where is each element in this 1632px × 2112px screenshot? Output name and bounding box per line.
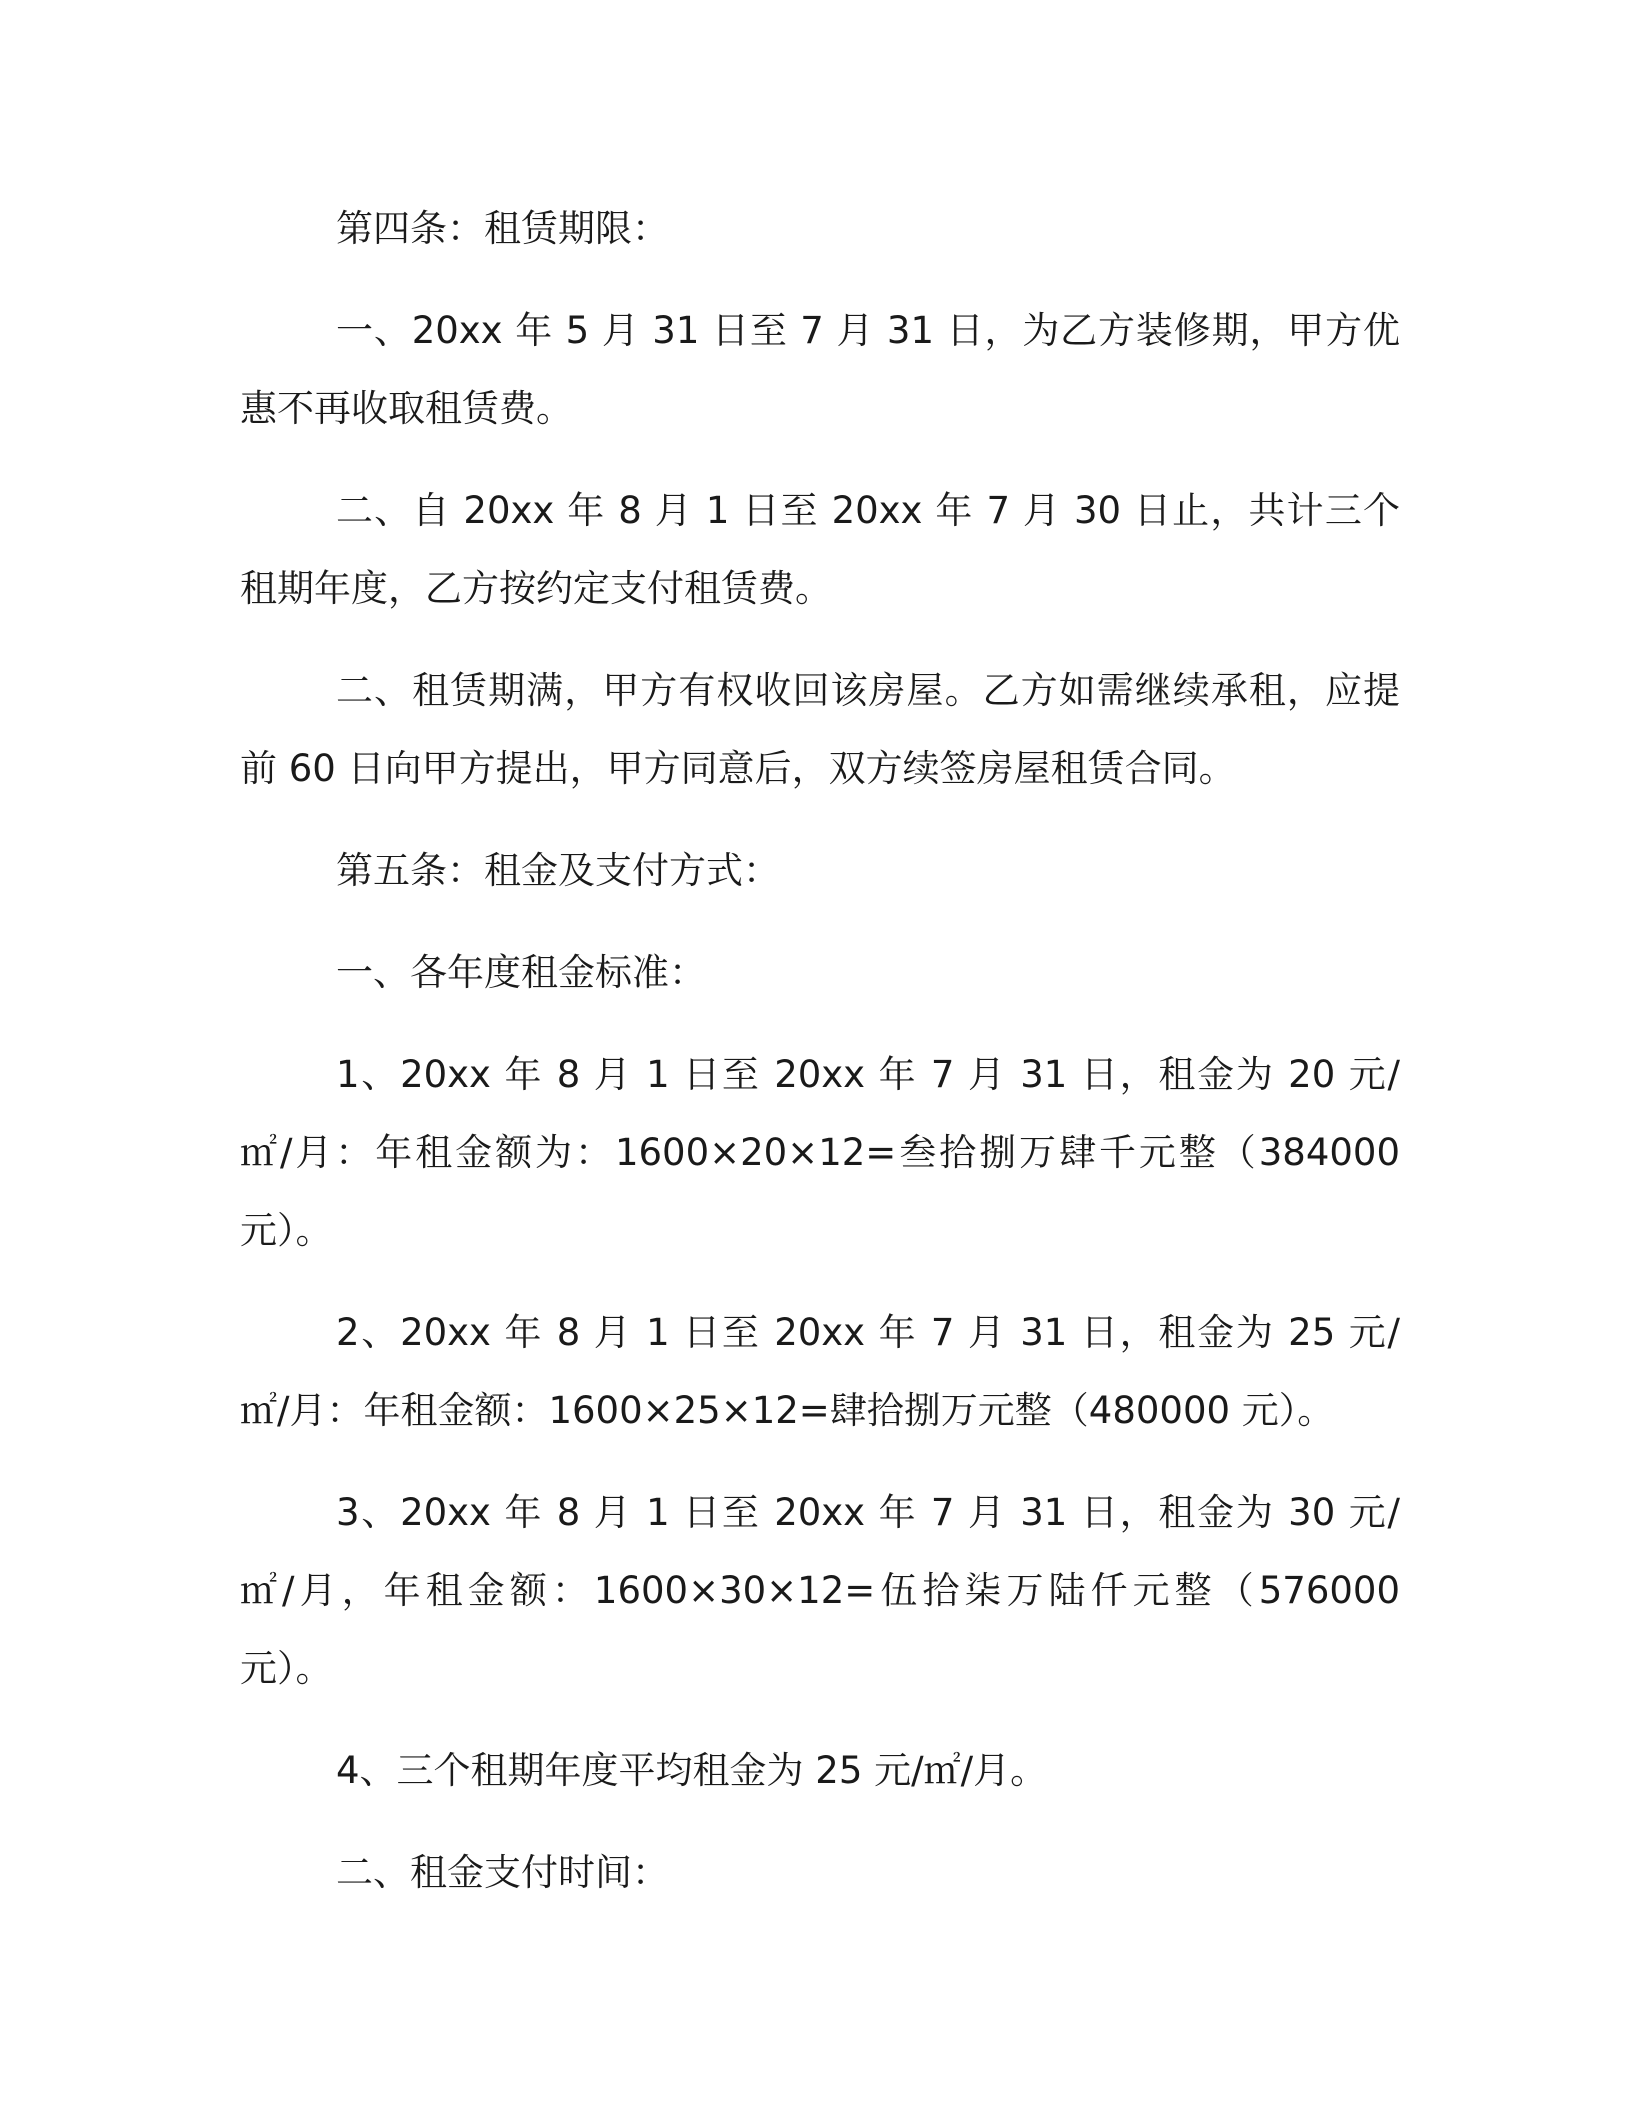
article-5-heading: 第五条：租金及支付方式： — [336, 849, 780, 892]
paragraph-rent-standard-heading: 一、各年度租金标准： — [336, 951, 706, 994]
article-4-heading: 第四条：租赁期限： — [336, 207, 669, 250]
document-body — [240, 190, 1400, 1936]
paragraph-rent-year-2: 2、20xx 年 8 月 1 日至 20xx 年 7 月 31 日，租金为 25 元/㎡/月：年租金额：1600×25×12=肆拾捌万元整（480000 元）。 — [240, 1311, 1400, 1432]
paragraph-renovation-period: 一、20xx 年 5 月 31 日至 7 月 31 日，为乙方装修期，甲方优惠不再收取租赁费。 — [240, 309, 1400, 430]
paragraph-rent-year-3: 3、20xx 年 8 月 1 日至 20xx 年 7 月 31 日，租金为 30 元/㎡/月，年租金额：1600×30×12=伍拾柒万陆仟元整（576000 元）。 — [240, 1491, 1400, 1690]
paragraph-payment-time-heading: 二、租金支付时间： — [336, 1851, 669, 1894]
paragraph-rent-year-1: 1、20xx 年 8 月 1 日至 20xx 年 7 月 31 日，租金为 20 元/㎡/月：年租金额为：1600×20×12=叁拾捌万肆千元整（384000 元）。 — [240, 1053, 1400, 1252]
paragraph-lease-years: 二、自 20xx 年 8 月 1 日至 20xx 年 7 月 30 日止，共计三个租期年度，乙方按约定支付租赁费。 — [240, 489, 1400, 610]
paragraph-lease-expiry: 二、租赁期满，甲方有权收回该房屋。乙方如需继续承租，应提前 60 日向甲方提出，甲方同意后，双方续签房屋租赁合同。 — [240, 669, 1400, 790]
paragraph-average-rent: 4、三个租期年度平均租金为 25 元/㎡/月。 — [336, 1749, 1048, 1792]
